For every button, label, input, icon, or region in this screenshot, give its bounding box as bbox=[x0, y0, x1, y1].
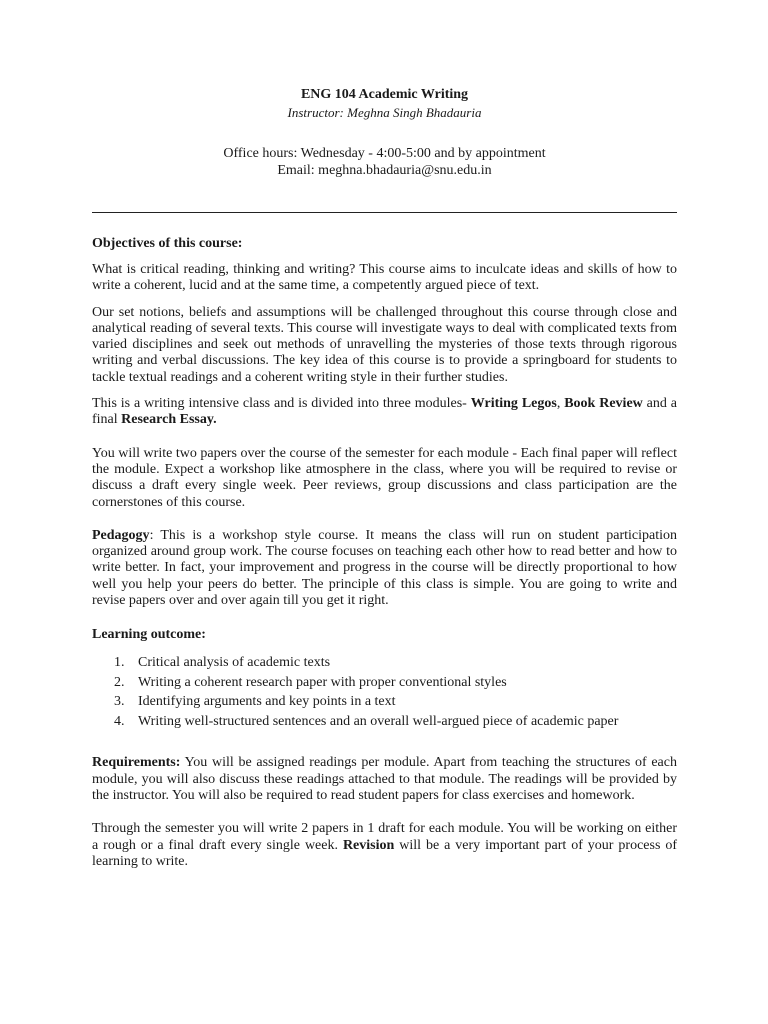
module-book-review: Book Review bbox=[564, 396, 643, 412]
objectives-heading: Objectives of this course: bbox=[92, 236, 243, 251]
modules-separator: , bbox=[556, 396, 565, 412]
semester-text-before: Through the semester you will write 2 papers in 1 draft for each module. You will be working on either a rough or a final draft every single week. bbox=[92, 821, 677, 853]
requirements-label: Requirements: bbox=[92, 755, 181, 771]
list-item bbox=[92, 712, 677, 732]
list-item-number: 1. bbox=[114, 655, 125, 671]
requirements-text: You will be assigned readings per module. Apart from teaching the structures of each module, you will also discuss these readings attached to that module. The readings will be provided by the instructor. You will also be required to read student papers for class exercises and homework. bbox=[92, 755, 677, 803]
list-item-text: Identifying arguments and key points in a text bbox=[138, 694, 396, 710]
learning-outcome-list bbox=[92, 653, 677, 731]
module-research-essay: Research Essay. bbox=[121, 412, 217, 428]
semester-paragraph bbox=[92, 821, 677, 870]
list-item bbox=[92, 653, 677, 673]
list-item-text: Writing a coherent research paper with proper conventional styles bbox=[138, 674, 507, 690]
semester-text-after: will be a very important part of your process of learning to write. bbox=[92, 837, 678, 869]
learning-outcome-heading: Learning outcome: bbox=[92, 627, 206, 643]
instructor-line: Instructor: Meghna Singh Bhadauria bbox=[287, 105, 482, 120]
course-title: ENG 104 Academic Writing bbox=[300, 87, 469, 102]
header-divider bbox=[92, 212, 677, 213]
pedagogy-label: Pedagogy bbox=[92, 527, 150, 543]
list-item-text: Critical analysis of academic texts bbox=[138, 655, 331, 671]
requirements-paragraph bbox=[92, 755, 677, 804]
list-item bbox=[92, 692, 677, 712]
module-writing-legos: Writing Legos bbox=[470, 396, 557, 412]
objectives-paragraph-3 bbox=[92, 396, 677, 429]
modules-and-text: and a final bbox=[92, 396, 677, 428]
objectives-paragraph-2: Our set notions, beliefs and assumptions will be challenged throughout this course through close and analytical reading of several texts. This course will investigate ways to deal with complicated texts from varied disciplines and seek out methods of unravelling the mysteries of those texts through rigorous writing and verbal discussions. The key idea of this course is to provide a springboard for students to tackle textual readings and a coherent writing style in their further studies. bbox=[92, 304, 677, 385]
pedagogy-paragraph bbox=[92, 528, 677, 609]
list-item bbox=[92, 673, 677, 693]
office-hours-line: Office hours: Wednesday - 4:00-5:00 and by appointment bbox=[223, 146, 546, 161]
list-item-number: 4. bbox=[114, 713, 125, 729]
list-item-text: Writing well-structured sentences and an overall well-argued piece of academic paper bbox=[138, 713, 619, 729]
objectives-paragraph-4: You will write two papers over the course of the semester for each module - Each final paper will reflect the module. Expect a workshop like atmosphere in the class, where you will be required to revise or discuss a draft every single week. Peer reviews, group discussions and class participation are the cornerstones of this course. bbox=[92, 445, 677, 510]
revision-emphasis: Revision bbox=[342, 837, 395, 853]
course-header bbox=[92, 86, 677, 179]
pedagogy-text: : This is a workshop style course. It means the class will run on student participation organized around group work. The course focuses on teaching each other how to read better and how to write better. In fact, your improvement and progress in the course will be directly proportional to how well you help your peers do better. The principle of this class is simple. You are going to write and revise papers over and over again till you get it right. bbox=[92, 527, 677, 609]
list-item-number: 3. bbox=[114, 694, 125, 710]
modules-intro-text: This is a writing intensive class and is divided into three modules- bbox=[92, 396, 471, 412]
email-line: Email: meghna.bhadauria@snu.edu.in bbox=[277, 163, 492, 178]
objectives-paragraph-1: What is critical reading, thinking and writing? This course aims to inculcate ideas and skills of how to write a coherent, lucid and at the same time, a competently argued piece of text. bbox=[92, 262, 677, 294]
list-item-number: 2. bbox=[114, 674, 125, 690]
